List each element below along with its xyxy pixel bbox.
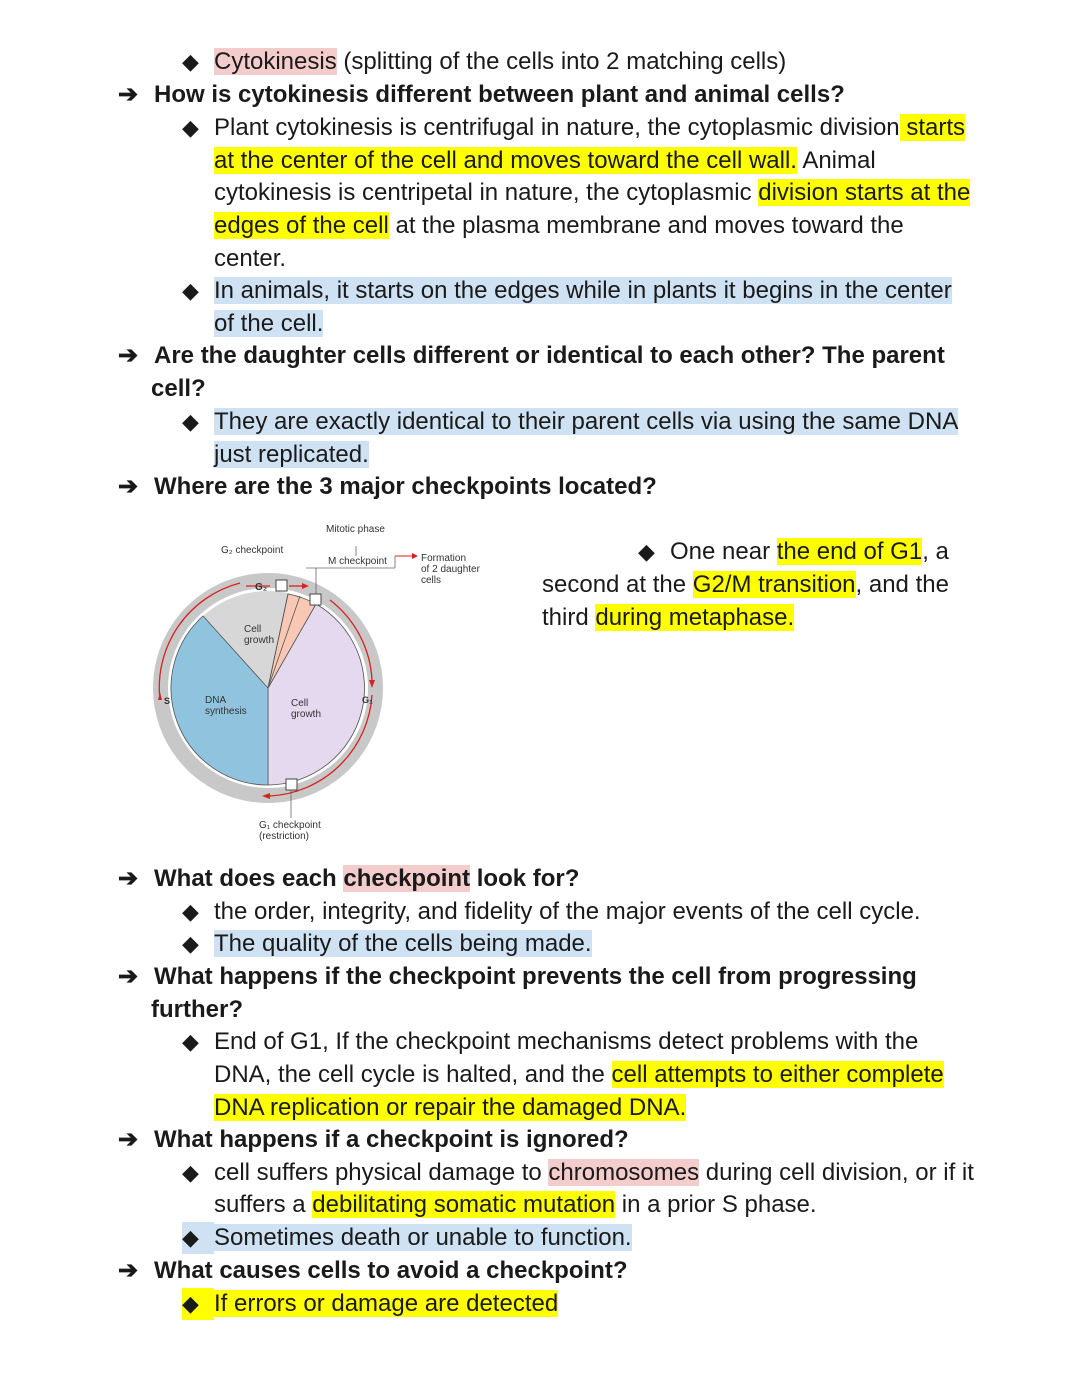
question-text: further? [151, 996, 243, 1023]
formation-label: of 2 daughter [421, 564, 480, 575]
m-checkpoint-box [310, 594, 321, 605]
cell-growth-label: growth [291, 709, 322, 720]
g1-checkpoint-label: G₁ checkpoint [259, 820, 321, 831]
answer-line [214, 145, 876, 177]
bullet-icon: ◆ [182, 1222, 214, 1254]
highlighted-text: chromosomes [548, 1159, 700, 1186]
question-text: What happens if the checkpoint prevents the cell from progressing [154, 963, 917, 990]
answer-text: Animal [796, 147, 876, 174]
answer-text: at the plasma membrane and moves toward the [388, 212, 904, 239]
bullet-icon: ◆ [182, 409, 199, 434]
answer-text: cell suffers physical damage to [214, 1159, 549, 1186]
highlighted-text: Sometimes death or unable to function. [214, 1224, 632, 1251]
answer-text: DNA, the cell cycle is halted, and the [214, 1061, 612, 1088]
g2-phase-label: G₂ [255, 582, 268, 593]
arrow-icon: ➔ [118, 1257, 139, 1284]
highlighted-text: the end of G1 [776, 538, 923, 565]
arrow-icon: ➔ [118, 1126, 139, 1153]
answer-line [214, 439, 369, 471]
bullet-icon: ◆ [182, 278, 199, 303]
question-text: cell? [151, 375, 206, 402]
highlighted-text: at the center of the cell and moves toward the cell wall. [214, 147, 797, 174]
question-cytokinesis-difference [118, 79, 845, 111]
cytokinesis-definition: (splitting of the cells into 2 matching cells) [336, 48, 787, 75]
bullet-icon: ◆ [182, 899, 199, 924]
highlighted-text: DNA replication or repair the damaged DNA. [214, 1094, 687, 1121]
g2-checkpoint-box [276, 580, 287, 591]
bullet-icon: ◆ [182, 49, 199, 74]
answer-line [182, 1026, 918, 1058]
answer-line [214, 308, 323, 340]
question-text: How is cytokinesis different between plant and animal cells? [154, 81, 845, 108]
highlighted-text: of the cell. [214, 310, 324, 337]
m-checkpoint-label: M checkpoint [328, 556, 387, 567]
highlighted-text: checkpoint [343, 865, 471, 892]
answer-line [182, 275, 952, 307]
bullet-icon: ◆ [182, 115, 199, 140]
question-text: Where are the 3 major checkpoints located? [154, 473, 657, 500]
question-daughter-cells [118, 340, 945, 372]
formation-label: cells [421, 575, 442, 586]
answer-text: during cell division, or if it [699, 1159, 974, 1186]
bullet-icon: ◆ [638, 539, 655, 564]
cell-growth-label: Cell [244, 624, 262, 635]
question-text: What does each [154, 865, 344, 892]
highlighted-text: debilitating somatic mutation [312, 1191, 616, 1218]
answer-line [214, 1189, 817, 1221]
g1-checkpoint-label: (restriction) [259, 831, 310, 842]
checkpoint-answer-line [542, 602, 794, 634]
answer-text: the order, integrity, and fidelity of the major events of the cell cycle. [214, 898, 921, 925]
mitotic-phase-label: Mitotic phase [326, 524, 385, 535]
s-phase-label: S [164, 696, 171, 706]
highlighted-text: cell attempts to either complete [611, 1061, 944, 1088]
checkpoint-answer-line [638, 536, 949, 568]
highlighted-text: If errors or damage are detected [214, 1290, 559, 1317]
answer-line [214, 243, 286, 275]
answer-text: center. [214, 245, 287, 272]
answer-text: second at the [542, 571, 693, 598]
question-checkpoint-look-for [118, 863, 579, 895]
highlighted-text: division starts at the [758, 179, 971, 206]
highlighted-text: The quality of the cells being made. [214, 930, 592, 957]
answer-line [214, 177, 970, 209]
cell-growth-label: growth [244, 635, 275, 646]
dna-synthesis-label: synthesis [205, 706, 247, 717]
answer-line [182, 406, 958, 438]
question-text: What causes cells to avoid a checkpoint? [154, 1257, 628, 1284]
question-continuation [151, 994, 243, 1026]
question-text: look for? [470, 865, 580, 892]
arrowhead-icon [412, 553, 418, 559]
highlighted-text: just replicated. [214, 441, 369, 468]
answer-line [214, 210, 904, 242]
g1-phase-label: G₁ [362, 695, 373, 705]
answer-line [182, 112, 965, 144]
cell-growth-label: Cell [291, 698, 309, 709]
question-checkpoint-ignored [118, 1124, 629, 1156]
highlighted-text: edges of the cell [214, 212, 389, 239]
question-avoid-checkpoint [118, 1255, 627, 1287]
answer-text: cytokinesis is centripetal in nature, the cytoplasmic [214, 179, 759, 206]
cytokinesis-term: Cytokinesis [214, 48, 337, 75]
answer-line [214, 1092, 686, 1124]
answer-text: third [542, 604, 596, 631]
bullet-icon: ◆ [182, 1160, 199, 1185]
bullet-icon: ◆ [182, 1288, 214, 1320]
highlighted-text: starts [899, 114, 965, 141]
question-checkpoints-location [118, 471, 657, 503]
answer-line [182, 1222, 632, 1254]
cell-cycle-diagram [150, 515, 490, 855]
answer-text: in a prior S phase. [615, 1191, 817, 1218]
answer-text: , a [922, 538, 949, 565]
arrow-icon: ➔ [118, 81, 139, 108]
answer-line [182, 1288, 558, 1320]
answer-line [214, 1059, 944, 1091]
formation-label: Formation [421, 553, 467, 564]
answer-text: suffers a [214, 1191, 313, 1218]
arrow-icon: ➔ [118, 473, 139, 500]
highlighted-text: G2/M transition [692, 571, 856, 598]
question-continuation [151, 373, 206, 405]
answer-text: , and the [855, 571, 949, 598]
question-text: What happens if a checkpoint is ignored? [154, 1126, 629, 1153]
highlighted-text: during metaphase. [595, 604, 795, 631]
question-checkpoint-prevents [118, 961, 917, 993]
question-text: Are the daughter cells different or identical to each other? The parent [154, 342, 945, 369]
cytokinesis-line [182, 46, 786, 78]
bullet-icon: ◆ [182, 1029, 199, 1054]
answer-line [182, 896, 921, 928]
answer-text: End of G1, If the checkpoint mechanisms detect problems with the [214, 1028, 919, 1055]
g1-checkpoint-box [286, 779, 297, 790]
bullet-icon: ◆ [182, 931, 199, 956]
checkpoint-answer-line [542, 569, 949, 601]
answer-text: Plant cytokinesis is centrifugal in nature, the cytoplasmic division [214, 114, 900, 141]
answer-line [182, 1157, 974, 1189]
arrow-icon: ➔ [118, 963, 139, 990]
arrow-icon: ➔ [118, 342, 139, 369]
dna-synthesis-label: DNA [205, 695, 227, 706]
answer-line [182, 928, 592, 960]
arrow-icon: ➔ [118, 865, 139, 892]
highlighted-text: In animals, it starts on the edges while in plants it begins in the center [214, 277, 952, 304]
g2-checkpoint-label: G₂ checkpoint [221, 545, 284, 556]
answer-text: One near [670, 538, 777, 565]
highlighted-text: They are exactly identical to their parent cells via using the same DNA [214, 408, 959, 435]
